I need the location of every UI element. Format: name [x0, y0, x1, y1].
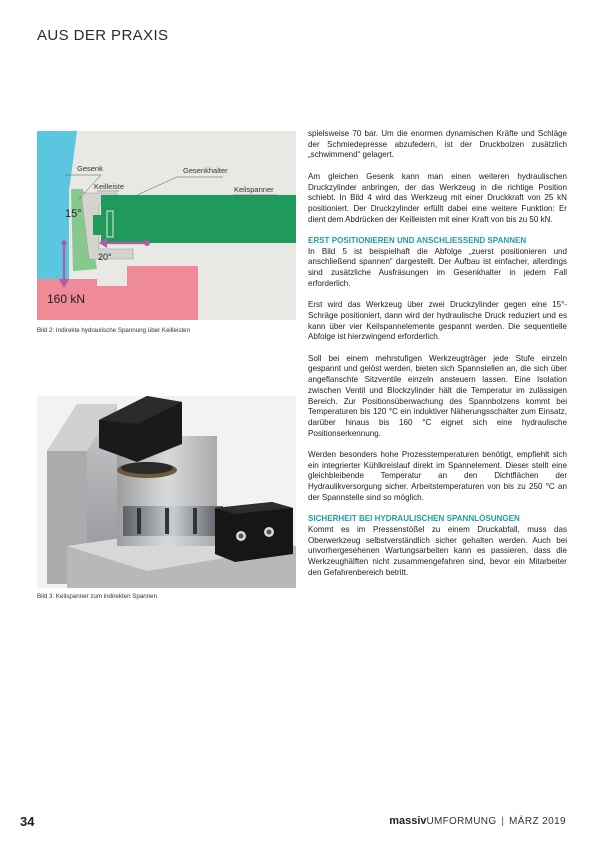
paragraph: Erst wird das Werkzeug über zwei Druckzylinder gegen eine 15°-Schräge positioniert, dann wird der hydraulische Druck reduziert und es kann über vier Keilspannelemente gespannt werden. Die sequentielle Abfolge ist hierzwingend erforderlich. — [308, 300, 567, 342]
figure1-caption: Bild 2: Indirekte hydraulische Spannung über Keilleisten — [37, 327, 191, 334]
section-title: AUS DER PRAXIS — [37, 27, 169, 44]
label-gesenk: Gesenk — [77, 164, 103, 173]
page-number: 34 — [20, 814, 35, 829]
label-angle-15: 15° — [65, 208, 82, 220]
label-keilleiste: Keilleiste — [94, 182, 125, 191]
paragraph: Kommt es im Pressenstößel zu einem Druckabfall, muss das Oberwerkzeug selbstverständlich sicher gehalten werden. Auch bei unvorhergesehenen Wartungsarbeiten kann es passieren, dass die Werkzeughälften nicht zusammengefahren sind, bevor ein Mitarbeiter den Gefahrenbereich betritt. — [308, 524, 567, 577]
label-force: 160 kN — [47, 292, 86, 306]
article-body — [308, 129, 567, 589]
label-gesenkhalter: Gesenkhalter — [183, 166, 228, 175]
subheading: SICHERHEIT BEI HYDRAULISCHEN SPANNLÖSUNGEN — [308, 514, 520, 524]
paragraph: Am gleichen Gesenk kann man einen weiteren hydraulischen Druckzylinder anbringen, der das Werkzeug in die richtige Position schiebt. In Bild 4 wird das Werkzeug mit einer Druckkraft von 25 kN positioniert. Der Druckzylinder erfüllt dabei eine weitere Funktion: Er dient dem Abdrücken der Keilleisten mit einer Kraft von bis zu 50 kN. — [308, 171, 567, 224]
brand-name-light: UMFORMUNG — [426, 816, 497, 827]
footer-separator: | — [501, 816, 505, 827]
label-angle-20: 20° — [98, 252, 112, 262]
issue-date: MÄRZ 2019 — [509, 816, 566, 827]
figure-keilspanner-diagram — [37, 131, 296, 320]
paragraph: spielsweise 70 bar. Um die enormen dynamischen Kräfte und Schläge der Schmiedepresse abzufedern, ist der Druckbolzen zusätzlich „schwimmend“ gelagert. — [308, 129, 567, 160]
figure2-caption: Bild 3: Keilspanner zum indirekten Spannen — [37, 593, 158, 600]
subheading: ERST POSITIONIEREN UND ANSCHLIESSEND SPANNEN — [308, 236, 527, 245]
footer-brand — [389, 815, 566, 827]
paragraph: Soll bei einem mehrstufigen Werkzeugträger jede Stufe einzeln gespannt und gelöst werden, bieten sich Spannstellen an, die sich über angeflanschte Sitzventile einzeln ansteuern lassen. Eine Isolation zwischen Ventil und Blockzylinder hält die Temperatur im zulässigen Bereich. Zur Positionsüberwachung des Spannbolzens kommt bei Temperaturen bis 120 °C ein induktiver Näherungsschalter zum Einsatz, darüber hinaus bis 160 °C eignet sich eine hydraulische Positionserkennung. — [308, 353, 567, 438]
label-keilspanner: Keilspanner — [234, 185, 274, 194]
figure-keilspanner-photo — [37, 396, 296, 588]
paragraph: Werden besonders hohe Prozesstemperaturen benötigt, empfiehlt sich ein integrierter Kühlkreislauf direkt im Spannelement. Dieser stellt eine gleichbleibende Temperatur an den Dichtflächen der Hydraulikversorgung sicher. Arbeitstemperaturen von bis zu 250 °C an der Spannstelle sind so möglich. — [308, 450, 567, 502]
paragraph: In Bild 5 ist beispielhaft die Abfolge „zuerst positionieren und anschließend spannen“ dargestellt. Der Aufbau ist einfacher, allerdings sind zusätzliche Ausfräsungen im Gesenkhalter in jedem Fall erforderlich. — [308, 246, 567, 288]
brand-name-bold: massiv — [389, 815, 427, 827]
